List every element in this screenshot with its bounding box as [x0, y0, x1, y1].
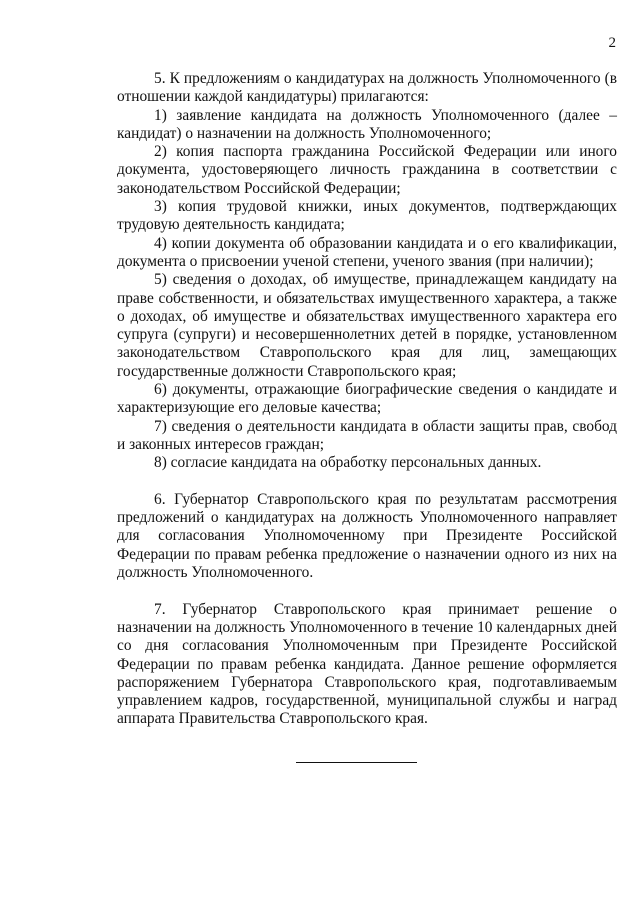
paragraph: 6. Губернатор Ставропольского края по результатам рассмотрения предложений о кандидатурах на должность Уполномоченного направляет для согласования Уполномоченному при Президенте Российской Федерации по правам ребенка предложение о назначении одного из них на должность Уполномоченного.	[117, 490, 617, 582]
list-item: 3) копия трудовой книжки, иных документов, подтверждающих трудовую деятельность кандидата;	[117, 198, 617, 234]
list-item: 7) сведения о деятельности кандидата в области защиты прав, свобод и законных интересов граждан;	[117, 417, 617, 453]
list-item: 5) сведения о доходах, об имуществе, принадлежащем кандидату на праве собственности, и обязательствах имущественного характера, а также о доходах, об имуществе и обязательствах имущественного характера его супруга (супруги) и несовершеннолетних детей в порядке, установленном законодательством Ставропольского края для лиц, замещающих государственные должности Ставропольского края;	[117, 271, 617, 380]
end-of-document-rule	[296, 762, 417, 763]
paragraph: 7. Губернатор Ставропольского края принимает решение о назначении на должность Уполномоченного в течение 10 календарных дней со дня согласования Уполномоченным при Президенте Российской Федерации по правам ребенка кандидата. Данное решение оформляется распоряжением Губернатора Ставропольского края, подготавливаемым управлением кадров, государственной, муниципальной службы и наград аппарата Правительства Ставропольского края.	[117, 600, 617, 728]
list-item: 2) копия паспорта гражданина Российской Федерации или иного документа, удостоверяющего личность гражданина в соответствии с законодательством Российской Федерации;	[117, 143, 617, 197]
section-7	[117, 601, 617, 729]
paragraph: 5. К предложениям о кандидатурах на должность Уполномоченного (в отношении каждой кандидатуры) прилагаются:	[117, 70, 617, 106]
list-item: 1) заявление кандидата на должность Уполномоченного (далее – кандидат) о назначении на должность Уполномоченного;	[117, 106, 617, 142]
list-item: 4) копии документа об образовании кандидата и о его квалификации, документа о присвоении ученой степени, ученого звания (при наличии);	[117, 234, 617, 270]
section-5	[117, 70, 617, 473]
page-number: 2	[608, 35, 616, 51]
list-item: 6) документы, отражающие биографические сведения о кандидате и характеризующие его деловые качества;	[117, 381, 617, 417]
list-item: 8) согласие кандидата на обработку персональных данных.	[154, 454, 542, 472]
section-6	[117, 491, 617, 582]
document-body	[117, 70, 617, 729]
